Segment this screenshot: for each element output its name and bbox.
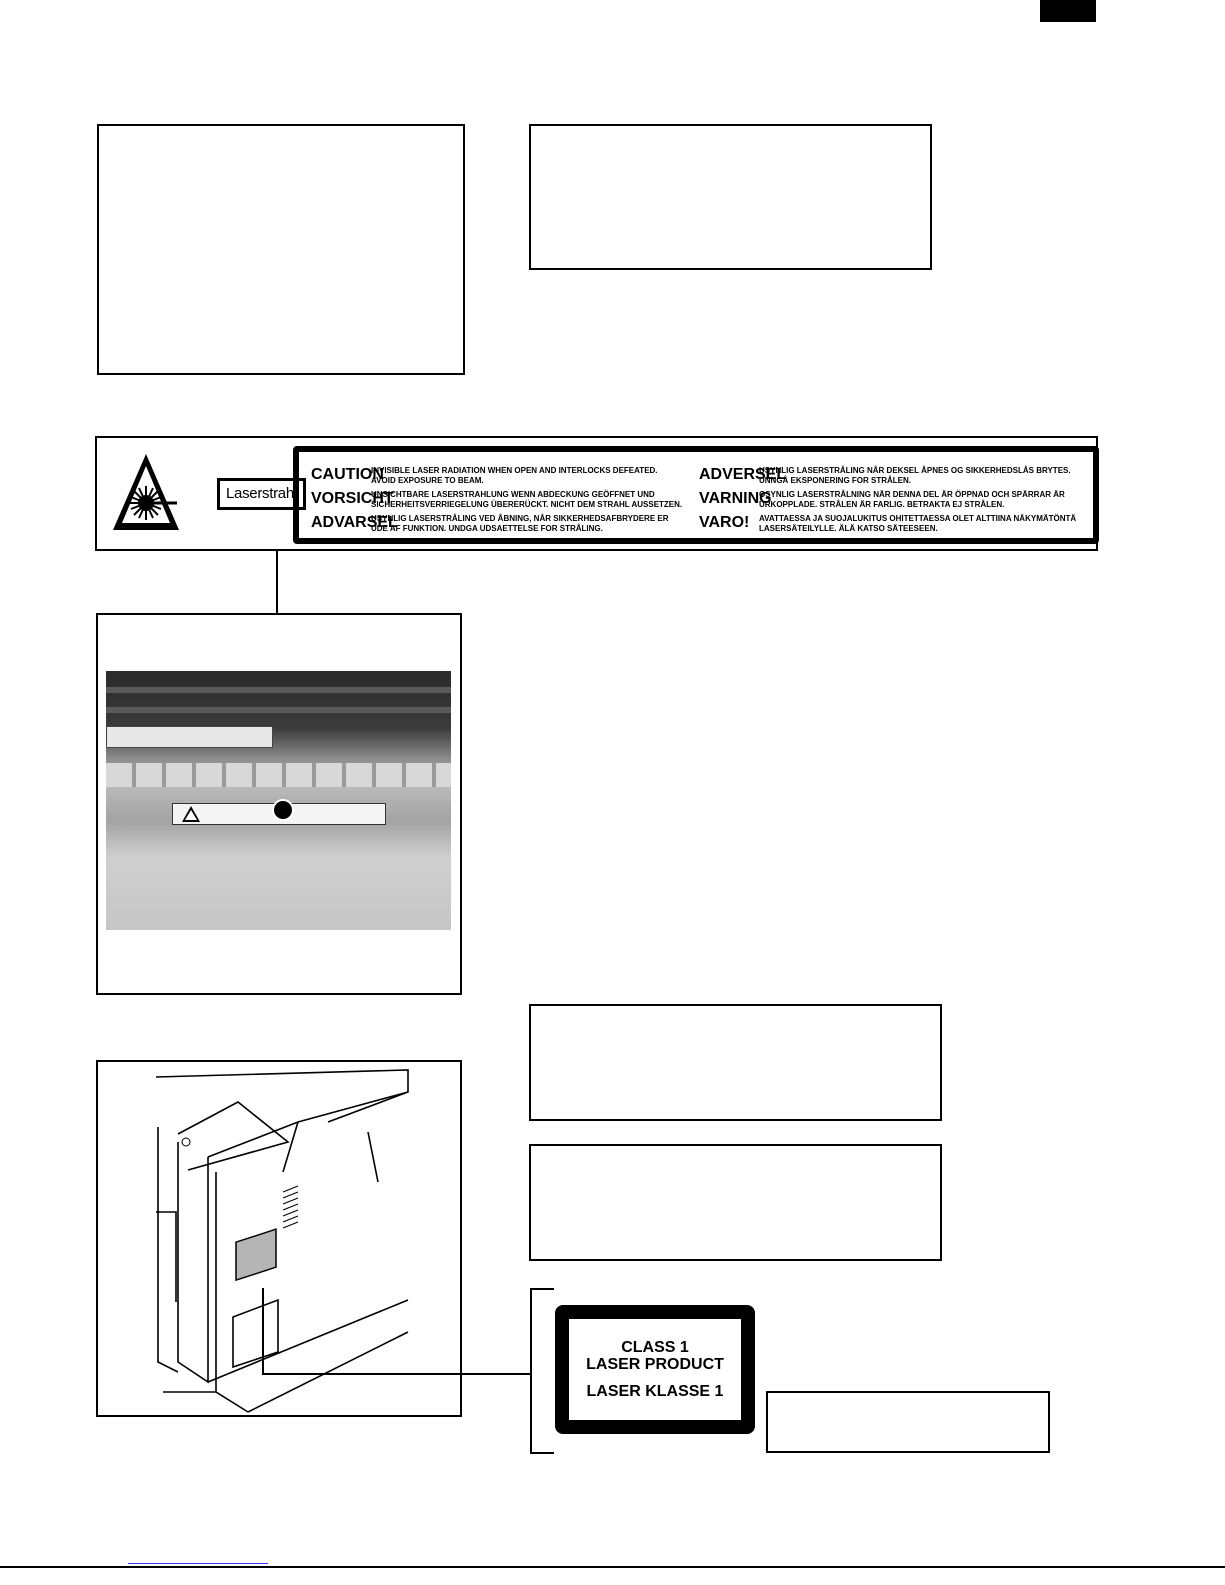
- warning-row-caution: [311, 466, 658, 486]
- warning-line: USYNLIG LASERSTRÅLING VED ÅBNING, NÅR SIKKERHEDSAFBRYDERE ER: [371, 514, 669, 523]
- laser-unit-photo: [106, 671, 451, 930]
- warning-line: OSYNLIG LASERSTRÅLNING NÄR DENNA DEL ÄR ÖPPNAD OCH SPÄRRAR ÄR: [759, 490, 1065, 499]
- text-box-bottom-right: [766, 1391, 1050, 1453]
- text-box-top-left: [97, 124, 465, 375]
- japanese-warning-sticker: [106, 726, 273, 748]
- warning-line: UNNGÅ EKSPONERING FOR STRÅLEN.: [759, 476, 912, 485]
- warning-key: ADVARSEL: [311, 514, 398, 531]
- class-label-line-1: CLASS 1: [621, 1339, 689, 1356]
- footer-rule: [0, 1566, 1225, 1568]
- warning-line: AVATTAESSA JA SUOJALUKITUS OHITETTAESSA OLET ALTTIINA NÄKYMÄTÖNTÄ: [759, 514, 1077, 523]
- warning-row-varning: [699, 490, 1065, 510]
- photo-ribs: [106, 763, 451, 787]
- laserstrahl-tag: Laserstrahl: [217, 478, 306, 510]
- warning-line: URKOPPLADE. STRÅLEN ÄR FARLIG. BETRAKTA EJ STRÅLEN.: [759, 500, 1005, 509]
- warning-line: AVOID EXPOSURE TO BEAM.: [371, 476, 484, 485]
- bracket: [530, 1288, 554, 1454]
- warning-key: VARO!: [699, 514, 750, 531]
- warning-line: SICHERHEITSVERRIEGELUNG ÜBERERÜCKT. NICHT DEM STRAHL AUSSETZEN.: [371, 500, 683, 509]
- warning-row-adversel: [699, 466, 1071, 486]
- leader-line-copier-v: [262, 1288, 264, 1374]
- warning-line: UNSICHTBARE LASERSTRAHLUNG WENN ABDECKUNG GEÖFFNET UND: [371, 490, 655, 499]
- warning-text-frame: [293, 446, 1099, 544]
- text-box-mid-right-1: [529, 1004, 942, 1121]
- warning-line: LASERSÄTEILYLLE. ÄLÄ KATSO SÄTEESEEN.: [759, 524, 938, 533]
- laser-warning-label: [95, 436, 1098, 551]
- label-location-dot: [272, 799, 294, 821]
- warning-line: INVISIBLE LASER RADIATION WHEN OPEN AND INTERLOCKS DEFEATED.: [371, 466, 658, 475]
- class-label-line-2: LASER PRODUCT: [586, 1356, 724, 1373]
- warning-key: VARNING: [699, 490, 772, 507]
- warning-row-varo: [699, 514, 1076, 534]
- leader-line-copier-h: [262, 1373, 530, 1375]
- page-number-tab: [1040, 0, 1096, 22]
- warning-key: VORSICHT: [311, 490, 394, 507]
- warning-row-vorsicht: [311, 490, 682, 510]
- class-1-laser-label: [555, 1305, 755, 1434]
- footer-link-underline: [128, 1563, 268, 1564]
- class-label-line-3: LASER KLASSE 1: [586, 1383, 724, 1400]
- warning-line: USYNLIG LASERSTRÅLING NÅR DEKSEL ÅPNES OG SIKKERHEDSLÅS BRYTES.: [759, 466, 1071, 475]
- text-box-mid-right-2: [529, 1144, 942, 1261]
- warning-key: CAUTION: [311, 466, 384, 483]
- warning-key: ADVERSEL: [699, 466, 787, 483]
- text-box-top-right: [529, 124, 932, 270]
- warning-line: UDE AF FUNKTION. UNDGA UDSAETTELSE FOR STRÅLING.: [371, 524, 603, 533]
- warning-row-advarsel: [311, 514, 669, 534]
- laser-hazard-triangle-icon: [111, 452, 181, 536]
- copier-drawing: [98, 1062, 460, 1415]
